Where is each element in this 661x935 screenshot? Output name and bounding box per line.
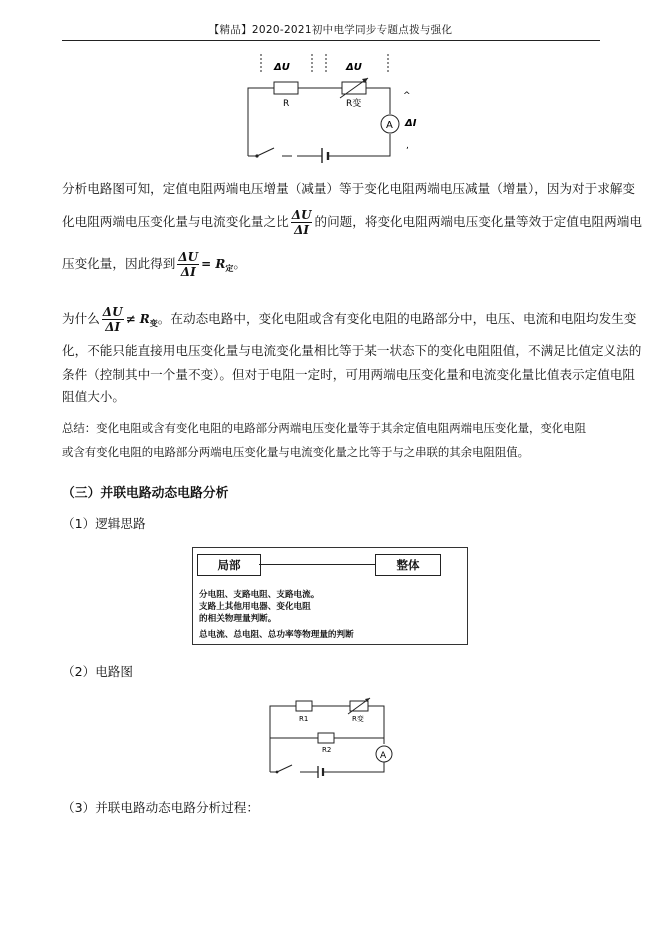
switch-blade <box>257 148 274 156</box>
logic-local-box: 局部 <box>197 554 261 576</box>
subsection-logic: （1）逻辑思路 <box>62 516 146 531</box>
delta-u-over-delta-i <box>177 250 199 279</box>
ammeter-label: A <box>386 120 393 131</box>
equation-subscript: 定 <box>225 263 234 273</box>
subsection-process: （3）并联电路动态电路分析过程： <box>62 800 259 815</box>
logic-whole-box: 整体 <box>375 554 441 576</box>
para1-line3-post: 。 <box>233 256 246 271</box>
frac-numerator: ΔU <box>291 208 312 222</box>
delta-i-label: ΔI <box>405 118 417 129</box>
para1-line2 <box>62 208 642 237</box>
equation-rhs: = R <box>201 257 226 271</box>
wire <box>366 88 390 114</box>
series-circuit-diagram <box>240 48 430 163</box>
frac-numerator: ΔU <box>102 305 123 319</box>
para1-line3 <box>62 250 246 279</box>
wire <box>328 134 390 156</box>
para2-line1-post: 。在动态电路中，变化电阻或含有变化电阻的电路部分中，电压、电流和电阻均发生变 <box>157 311 637 326</box>
para2-line2: 化，不能只能直接用电压变化量与电流变化量相比等于某一状态下的变化电阻阻值，不满足比值定义法的 <box>62 343 642 358</box>
section-title: （三）并联电路动态电路分析 <box>62 486 229 501</box>
para2-line3: 条件（控制其中一个量不变）。但对于电阻一定时，可用两端电压变化量和电流变化量比值表示定值电阻 <box>62 367 636 382</box>
parallel-circuit-diagram <box>262 696 402 780</box>
para1-line2-pre: 化电阻两端电压变化量与电流变化量之比 <box>62 214 289 229</box>
para2-line1 <box>62 305 636 334</box>
variable-resistor-label: R变 <box>352 715 364 723</box>
frac-denominator: ΔI <box>105 320 121 334</box>
inequality-subscript: 变 <box>149 318 158 328</box>
summary-line2: 或含有变化电阻的电路部分两端电压变化量与电流变化量之比等于与之串联的其余电阻阻值。 <box>62 445 530 459</box>
para1-line1: 分析电路图可知，定值电阻两端电压增量（减量）等于变化电阻两端电压减量（增量），因为对于求解变 <box>62 181 636 196</box>
resistor-r1-label: R1 <box>299 715 309 723</box>
logic-line1: 分电阻、支路电阻、支路电流。 <box>199 590 320 600</box>
logic-line4: 总电流、总电阻、总功率等物理量的判断 <box>199 630 354 640</box>
variable-resistor-label: R变 <box>346 99 362 109</box>
logic-diagram <box>192 547 468 645</box>
wire <box>248 88 274 156</box>
delta-u-label: ΔU <box>274 62 290 73</box>
inequality: ≠ R <box>125 312 150 326</box>
switch-blade <box>277 765 292 772</box>
marker-tick: , <box>406 141 409 151</box>
para2-line4: 阻值大小。 <box>62 389 125 404</box>
resistor-r2-label: R2 <box>322 746 332 754</box>
resistor-r <box>274 82 298 94</box>
para1-line2-post: 的问题，将变化电阻两端电压变化量等效于定值电阻两端电 <box>314 214 642 229</box>
para2-line1-pre: 为什么 <box>62 311 100 326</box>
logic-connector <box>259 564 375 565</box>
frac-denominator: ΔI <box>294 223 310 237</box>
para1-line3-pre: 压变化量，因此得到 <box>62 256 176 271</box>
page-header: 【精品】2020-2021初中电学同步专题点拨与强化 <box>208 24 453 36</box>
delta-u-over-delta-i <box>102 305 124 334</box>
wire <box>324 762 384 772</box>
logic-line3: 的相关物理量判断。 <box>199 614 277 624</box>
logic-line2: 支路上其他用电器、变化电阻 <box>199 602 311 612</box>
wire <box>270 706 296 772</box>
summary-line1: 总结：变化电阻或含有变化电阻的电路部分两端电压变化量等于其余定值电阻两端电压变化量，变化电阻 <box>62 421 586 435</box>
resistor-r2 <box>318 733 334 743</box>
frac-denominator: ΔI <box>180 265 196 279</box>
delta-u-over-delta-i <box>291 208 313 237</box>
header-rule <box>62 40 600 41</box>
ammeter-label: A <box>380 751 387 761</box>
resistor-r1 <box>296 701 312 711</box>
marker-caret: ^ <box>403 91 411 101</box>
frac-numerator: ΔU <box>178 250 199 264</box>
delta-u-label-2: ΔU <box>346 62 362 73</box>
subsection-circuit: （2）电路图 <box>62 664 133 679</box>
resistor-r-label: R <box>283 99 290 109</box>
